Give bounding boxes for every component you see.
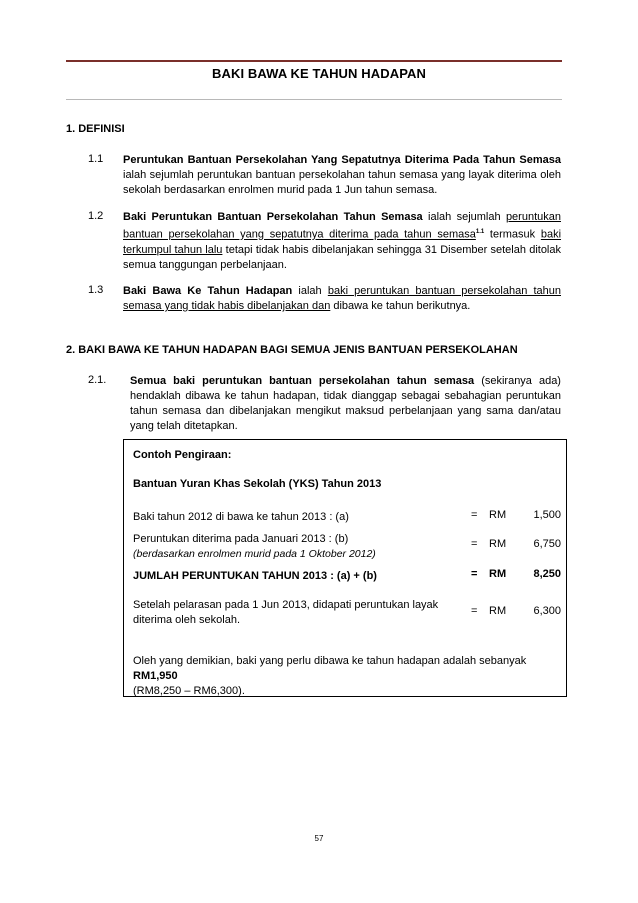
item-2-1-rest: (sekiranya ada) hendaklah dibawa ke tahun hadapan, tidak dianggap sebagai sebahagian peruntukan tahun semasa dan dibelanjakan mengikut maksud perbelanjaan yang sama dan/atau yang telah ditetapkan. — [130, 375, 561, 432]
row-2-equals: = — [471, 538, 478, 550]
row-4-amount: 6,300 — [533, 605, 561, 617]
item-1-2-mid2: termasuk — [489, 228, 536, 241]
item-1-2-reference: 1.1 — [475, 229, 485, 235]
item-1-3-rest: dibawa ke tahun berikutnya. — [333, 300, 471, 312]
row-2-currency: RM — [489, 538, 507, 550]
item-1-2-underlined-1: peruntukan bantuan persekolahan yang sepatutnya diterima pada tahun semasa — [123, 211, 561, 241]
row-1-currency: RM — [489, 509, 507, 521]
row-2-amount: 6,750 — [533, 538, 561, 550]
header-rule — [66, 60, 562, 62]
section-2-heading: 2. BAKI BAWA KE TAHUN HADAPAN BAGI SEMUA JENIS BANTUAN PERSEKOLAHAN — [66, 344, 518, 356]
conclusion-text: Oleh yang demikian, baki yang perlu dibawa ke tahun hadapan adalah sebanyak — [133, 655, 527, 667]
item-1-3-number: 1.3 — [88, 284, 104, 296]
page-title: BAKI BAWA KE TAHUN HADAPAN — [212, 66, 426, 81]
item-1-1-text — [123, 153, 561, 198]
item-2-1-text — [130, 374, 561, 434]
row-3-currency: RM — [489, 568, 507, 580]
example-conclusion — [133, 654, 563, 699]
example-row-4-label: Setelah pelarasan pada 1 Jun 2013, didapati peruntukan layak — [133, 599, 439, 611]
row-4-currency: RM — [489, 605, 507, 617]
row-1-equals: = — [471, 509, 478, 521]
row-4-equals: = — [471, 605, 478, 617]
item-1-3-mid: ialah — [298, 285, 322, 297]
example-heading: Contoh Pengiraan: — [133, 449, 232, 461]
example-subheading: Bantuan Yuran Khas Sekolah (YKS) Tahun 2013 — [133, 478, 382, 490]
item-1-3-text — [123, 284, 561, 314]
item-1-2-term: Baki Peruntukan Bantuan Persekolahan Tahun Semasa — [123, 211, 423, 223]
conclusion-amount: RM1,950 — [133, 670, 178, 682]
item-1-2-underlined-2: baki terkumpul tahun lalu — [123, 228, 562, 256]
item-1-2-text — [123, 210, 561, 273]
row-1-amount: 1,500 — [533, 509, 561, 521]
item-1-2-number: 1.2 — [88, 210, 104, 222]
item-1-3-underlined: baki peruntukan bantuan persekolahan tahun semasa yang tidak habis dibelanjakan dan — [123, 285, 561, 312]
item-2-1-term: Semua baki peruntukan bantuan persekolahan tahun semasa — [130, 375, 475, 387]
item-1-1-number: 1.1 — [88, 153, 104, 165]
conclusion-calculation: (RM8,250 – RM6,300). — [133, 685, 245, 697]
page-number: 57 — [314, 834, 324, 843]
example-row-2-label: Peruntukan diterima pada Januari 2013 : (b) — [133, 533, 349, 545]
row-3-equals: = — [471, 568, 478, 580]
example-row-3-label: JUMLAH PERUNTUKAN TAHUN 2013 : (a) + (b) — [133, 570, 377, 582]
item-1-3-term: Baki Bawa Ke Tahun Hadapan — [123, 285, 293, 297]
section-1-heading: 1. DEFINISI — [66, 123, 125, 135]
example-row-4-note: diterima oleh sekolah. — [133, 614, 241, 626]
header-divider — [66, 99, 562, 100]
item-1-1-term: Peruntukan Bantuan Persekolahan Yang Sepatutnya Diterima Pada Tahun Semasa — [123, 154, 561, 166]
item-2-1-number: 2.1. — [88, 374, 107, 386]
item-1-2-rest: tetapi tidak habis dibelanjakan sehingga 31 Disember setelah ditolak semua tanggungan perbelanjaan. — [123, 243, 561, 271]
item-1-2-mid: ialah sejumlah — [428, 211, 501, 223]
example-row-2-note: (berdasarkan enrolmen murid pada 1 Oktober 2012) — [133, 548, 376, 560]
row-label: Baki tahun 2012 di bawa ke tahun 2013 : (a) — [133, 511, 349, 523]
row-3-amount: 8,250 — [533, 568, 561, 580]
item-1-1-definition: ialah sejumlah peruntukan bantuan persekolahan tahun semasa yang layak diterima oleh sekolah berdasarkan enrolmen murid pada 1 Jun tahun semasa. — [123, 169, 561, 196]
